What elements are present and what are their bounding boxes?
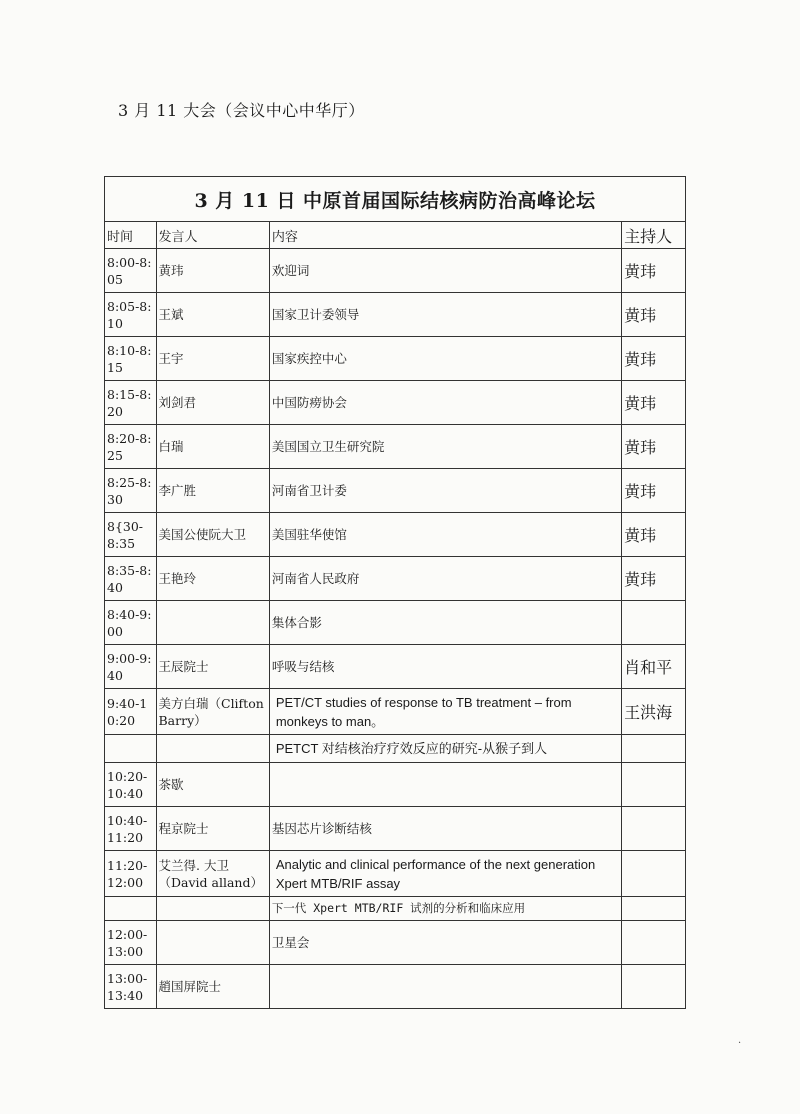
column-header-speaker: 发言人	[156, 222, 269, 249]
speaker-cell: 趙国屏院士	[156, 965, 269, 1009]
time-cell: 8:10-8:15	[105, 337, 157, 381]
speaker-cell: 李广胜	[156, 469, 269, 513]
table-row	[105, 381, 686, 425]
speaker-cell: 美国公使阮大卫	[156, 513, 269, 557]
host-cell: 黄玮	[622, 557, 686, 601]
content-cell: 美国驻华使馆	[269, 513, 621, 557]
speaker-cell: 美方白瑞（Clifton Barry）	[156, 689, 269, 735]
page-heading: 3 月 11 大会（会议中心中华厅）	[118, 101, 365, 120]
time-cell: 13:00-13:40	[105, 965, 157, 1009]
content-cell: 河南省人民政府	[269, 557, 621, 601]
content-cell: 欢迎词	[269, 249, 621, 293]
time-cell: 10:40-11:20	[105, 807, 157, 851]
time-cell: 9:40-10:20	[105, 689, 157, 735]
column-header-host: 主持人	[622, 222, 686, 249]
table-row	[105, 601, 686, 645]
table-row	[105, 735, 686, 763]
content-cell: 呼吸与结核	[269, 645, 621, 689]
content-cell: PET/CT studies of response to TB treatment – from monkeys to man。	[269, 689, 621, 735]
speaker-cell: 艾兰得. 大卫（David alland）	[156, 851, 269, 897]
speaker-cell	[156, 735, 269, 763]
host-cell: 肖和平	[622, 645, 686, 689]
table-row	[105, 557, 686, 601]
host-cell	[622, 601, 686, 645]
table-header-row	[105, 222, 686, 249]
host-cell: 黄玮	[622, 337, 686, 381]
host-cell: 黄玮	[622, 425, 686, 469]
speaker-cell	[156, 921, 269, 965]
content-cell: 国家疾控中心	[269, 337, 621, 381]
table-row	[105, 807, 686, 851]
table-row	[105, 513, 686, 557]
time-cell: 8:25-8:30	[105, 469, 157, 513]
speaker-cell: 黄玮	[156, 249, 269, 293]
column-header-time: 时间	[105, 222, 157, 249]
host-cell: 黄玮	[622, 513, 686, 557]
time-cell: 9:00-9:40	[105, 645, 157, 689]
speaker-cell: 王斌	[156, 293, 269, 337]
host-cell: 王洪海	[622, 689, 686, 735]
table-row	[105, 469, 686, 513]
host-cell	[622, 851, 686, 897]
host-cell: 黄玮	[622, 249, 686, 293]
host-cell: 黄玮	[622, 293, 686, 337]
content-cell: 国家卫计委领导	[269, 293, 621, 337]
host-cell	[622, 897, 686, 921]
content-cell: 美国国立卫生研究院	[269, 425, 621, 469]
time-cell: 8:15-8:20	[105, 381, 157, 425]
host-cell	[622, 735, 686, 763]
time-cell: 11:20-12:00	[105, 851, 157, 897]
table-row	[105, 851, 686, 897]
host-cell: 黄玮	[622, 469, 686, 513]
speaker-cell: 王宇	[156, 337, 269, 381]
table-row	[105, 645, 686, 689]
time-cell	[105, 897, 157, 921]
table-row	[105, 897, 686, 921]
table-title: 3 月 11 日 中原首届国际结核病防治高峰论坛	[105, 177, 686, 222]
content-cell: 下一代 Xpert MTB/RIF 试剂的分析和临床应用	[269, 897, 621, 921]
table-row	[105, 249, 686, 293]
host-cell	[622, 763, 686, 807]
table-row	[105, 965, 686, 1009]
content-cell	[269, 763, 621, 807]
table-row	[105, 425, 686, 469]
column-header-content: 内容	[269, 222, 621, 249]
content-cell	[269, 965, 621, 1009]
time-cell: 12:00-13:00	[105, 921, 157, 965]
time-cell: 10:20-10:40	[105, 763, 157, 807]
speaker-cell: 程京院士	[156, 807, 269, 851]
speaker-cell	[156, 601, 269, 645]
speaker-cell	[156, 897, 269, 921]
content-cell: 中国防痨协会	[269, 381, 621, 425]
speaker-cell: 刘剑君	[156, 381, 269, 425]
content-cell: PETCT 对结核治疗疗效反应的研究-从猴子到人	[269, 735, 621, 763]
content-cell: Analytic and clinical performance of the next generation Xpert MTB/RIF assay	[269, 851, 621, 897]
content-cell: 卫星会	[269, 921, 621, 965]
time-cell: 8:05-8:10	[105, 293, 157, 337]
table-row	[105, 337, 686, 381]
host-cell	[622, 807, 686, 851]
time-cell: 8:00-8:05	[105, 249, 157, 293]
host-cell: 黄玮	[622, 381, 686, 425]
table-row	[105, 293, 686, 337]
time-cell	[105, 735, 157, 763]
content-cell: 集体合影	[269, 601, 621, 645]
speaker-cell: 白瑞	[156, 425, 269, 469]
time-cell: 8{30-8:35	[105, 513, 157, 557]
speaker-cell: 茶歇	[156, 763, 269, 807]
time-cell: 8:35-8:40	[105, 557, 157, 601]
table-row	[105, 921, 686, 965]
content-cell: 河南省卫计委	[269, 469, 621, 513]
host-cell	[622, 921, 686, 965]
table-row	[105, 763, 686, 807]
content-cell: 基因芯片诊断结核	[269, 807, 621, 851]
table-row	[105, 689, 686, 735]
speaker-cell: 王辰院士	[156, 645, 269, 689]
speaker-cell: 王艳玲	[156, 557, 269, 601]
time-cell: 8:40-9:00	[105, 601, 157, 645]
agenda-table	[104, 176, 686, 1009]
scan-mark: ·	[738, 1038, 742, 1049]
host-cell	[622, 965, 686, 1009]
time-cell: 8:20-8:25	[105, 425, 157, 469]
